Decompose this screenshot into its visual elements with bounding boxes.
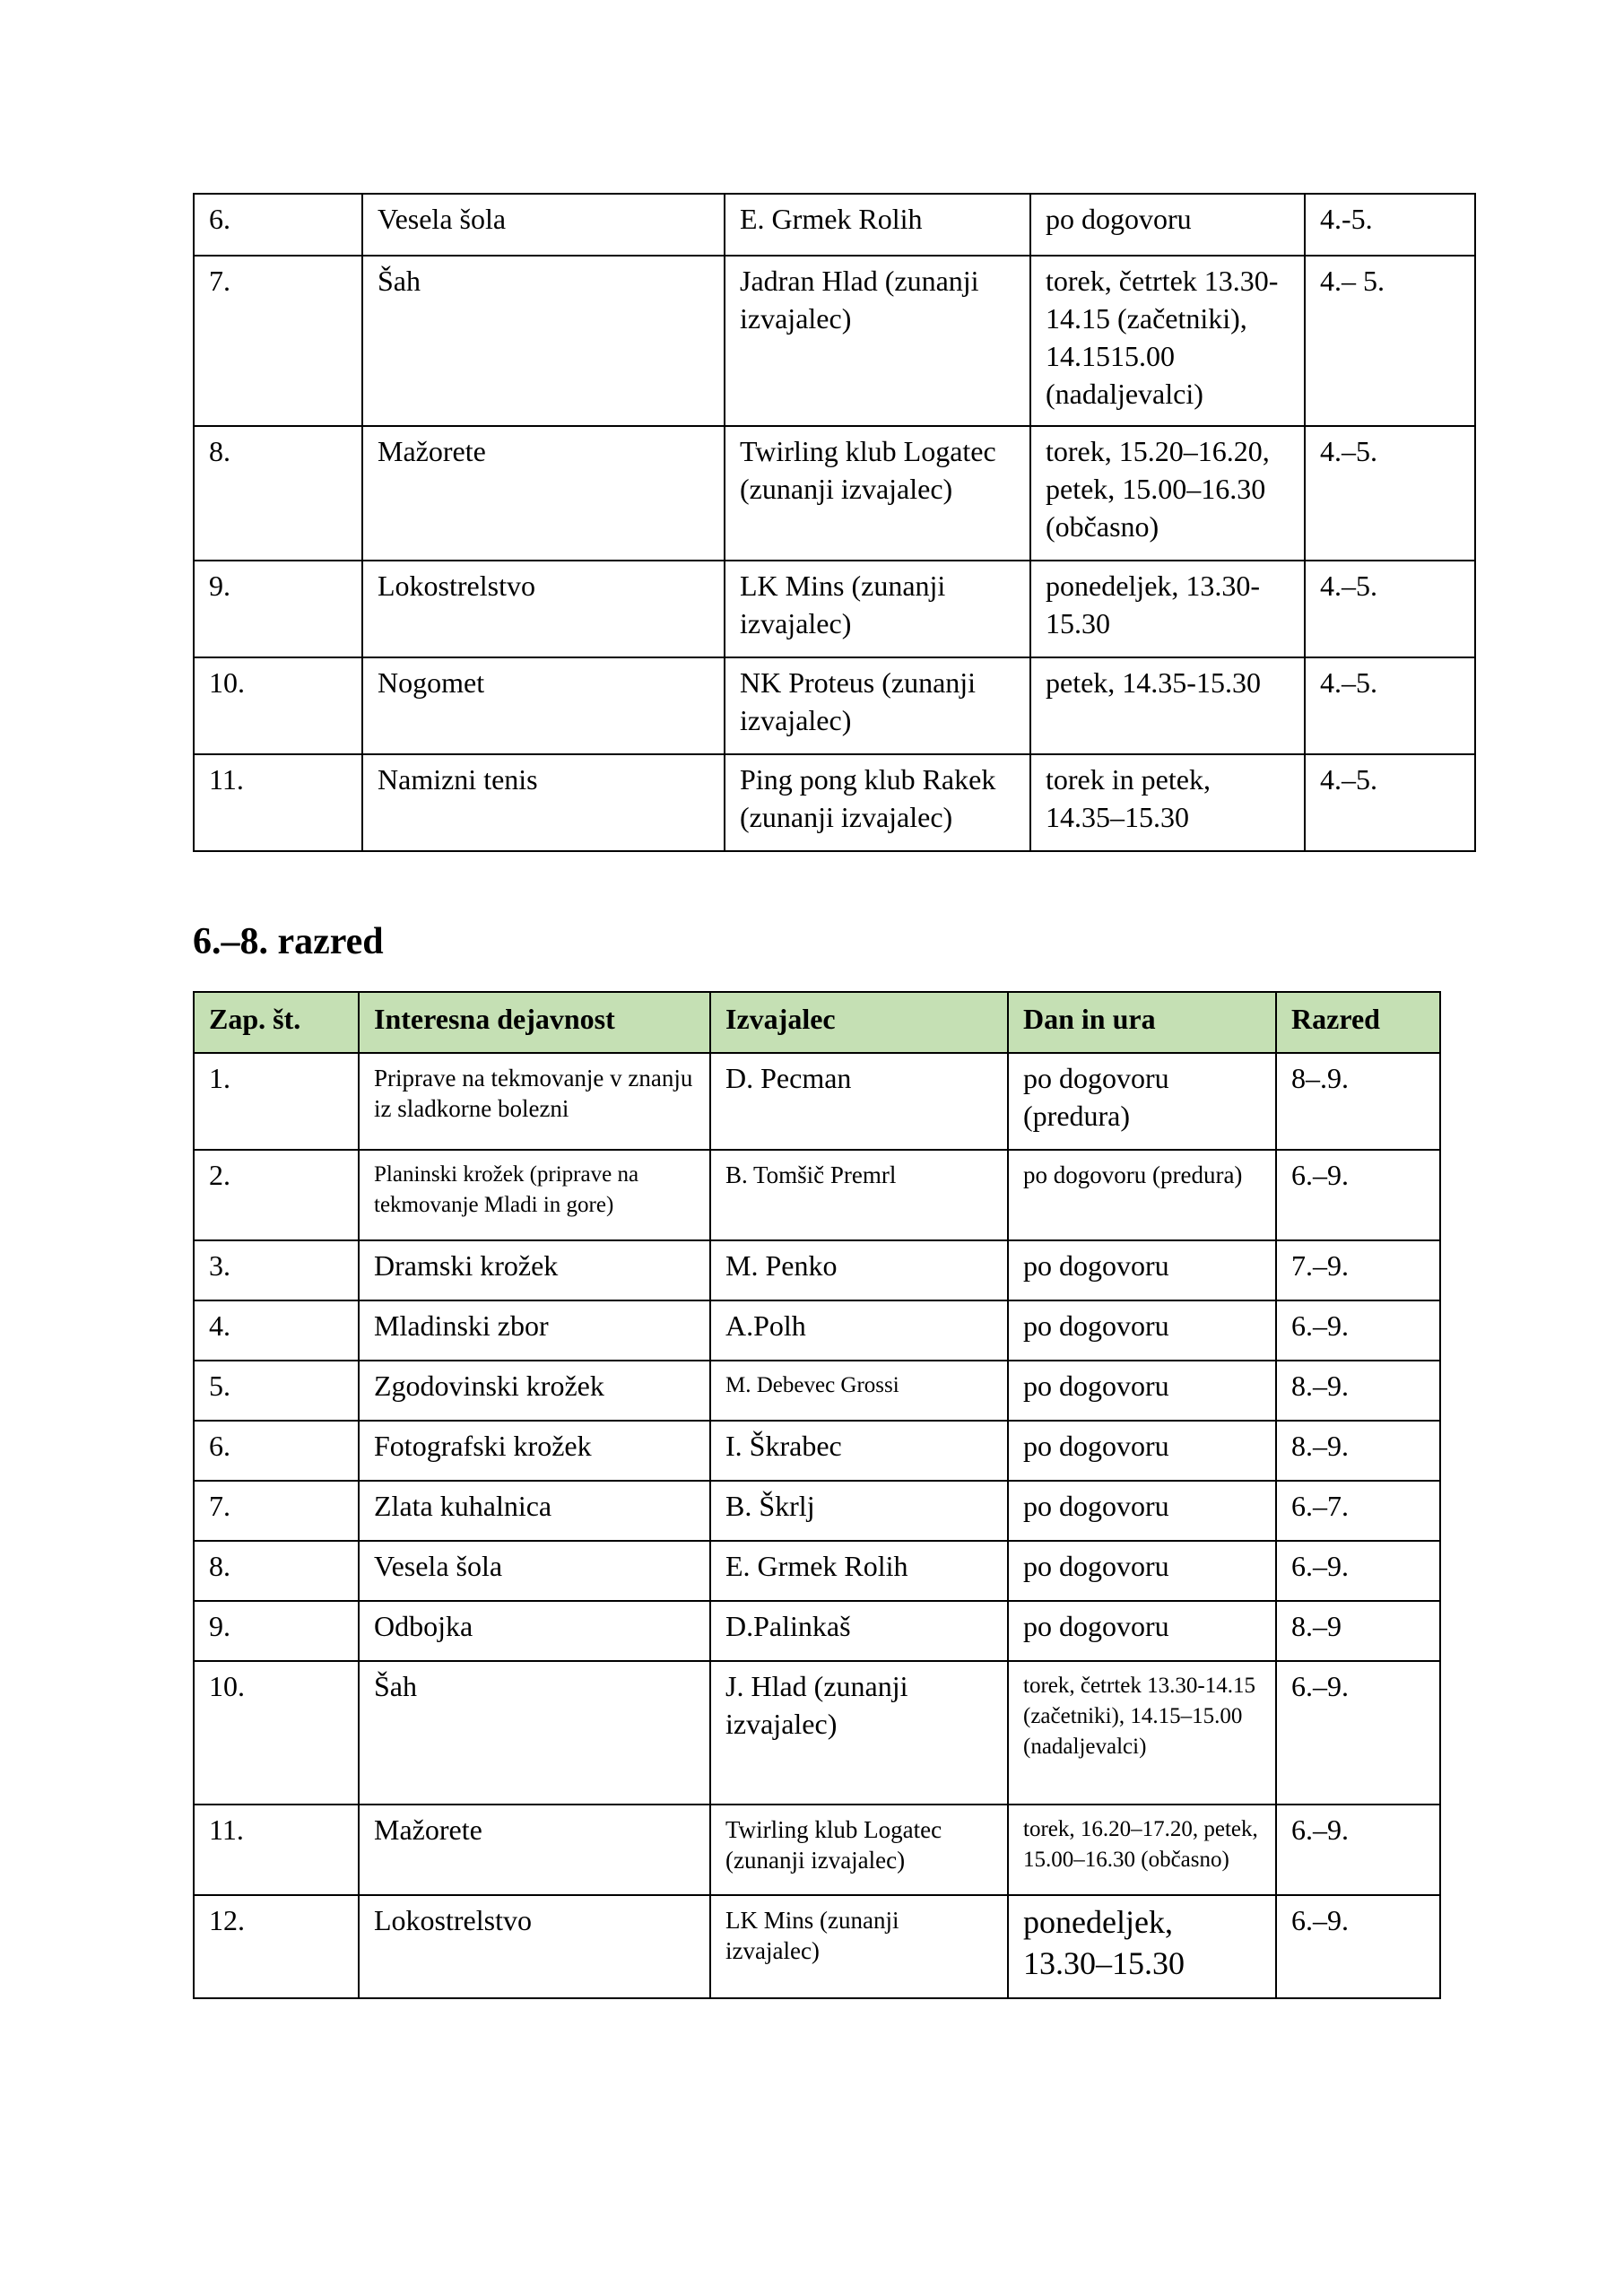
grade: 8.–9. [1276,1361,1440,1421]
grade: 6.–7. [1276,1481,1440,1541]
table-row [194,1805,1440,1895]
activities-table-grades-4-5 [193,193,1476,852]
row-number: 12. [194,1895,359,1998]
table-row [194,426,1475,561]
row-number: 1. [194,1053,359,1150]
table-row [194,1601,1440,1661]
column-header-activity: Interesna dejavnost [359,992,710,1053]
row-number: 4. [194,1300,359,1361]
provider-name: D. Pecman [710,1053,1008,1150]
schedule: torek, 16.20–17.20, petek, 15.00–16.30 (občasno) [1008,1805,1276,1895]
schedule: petek, 14.35-15.30 [1030,657,1305,754]
column-header-grade: Razred [1276,992,1440,1053]
table-row [194,754,1475,851]
row-number: 6. [194,194,362,256]
table-row [194,1053,1440,1150]
activity-name: Lokostrelstvo [359,1895,710,1998]
grade: 4.–5. [1305,426,1475,561]
provider-name: J. Hlad (zunanji izvajalec) [710,1661,1008,1805]
row-number: 7. [194,256,362,426]
schedule: po dogovoru [1008,1601,1276,1661]
activity-name: Odbojka [359,1601,710,1661]
grade: 6.–9. [1276,1661,1440,1805]
row-number: 8. [194,1541,359,1601]
table-header-row [194,992,1440,1053]
grade: 4.–5. [1305,754,1475,851]
provider-name: M. Penko [710,1240,1008,1300]
schedule: po dogovoru [1008,1481,1276,1541]
activity-name: Zgodovinski krožek [359,1361,710,1421]
schedule: po dogovoru (predura) [1008,1053,1276,1150]
table-row [194,1895,1440,1998]
provider-name: Twirling klub Logatec (zunanji izvajalec) [710,1805,1008,1895]
provider-name: E. Grmek Rolih [710,1541,1008,1601]
activity-name: Šah [359,1661,710,1805]
column-header-schedule: Dan in ura [1008,992,1276,1053]
provider-name: D.Palinkaš [710,1601,1008,1661]
activity-name: Nogomet [362,657,725,754]
schedule: torek in petek, 14.35–15.30 [1030,754,1305,851]
section-heading: 6.–8. razred [193,921,384,962]
grade: 4.–5. [1305,657,1475,754]
row-number: 8. [194,426,362,561]
grade: 4.-5. [1305,194,1475,256]
schedule: po dogovoru [1008,1421,1276,1481]
table-row [194,1300,1440,1361]
provider-name: LK Mins (zunanji izvajalec) [725,561,1030,657]
schedule: ponedeljek, 13.30–15.30 [1008,1895,1276,1998]
schedule: torek, četrtek 13.30-14.15 (začetniki), 14.1515.00 (nadaljevalci) [1030,256,1305,426]
schedule: po dogovoru [1008,1541,1276,1601]
row-number: 11. [194,754,362,851]
table-row [194,1240,1440,1300]
schedule: po dogovoru (predura) [1008,1150,1276,1240]
row-number: 3. [194,1240,359,1300]
table-row [194,1361,1440,1421]
provider-name: B. Tomšič Premrl [710,1150,1008,1240]
column-header-number: Zap. št. [194,992,359,1053]
schedule: po dogovoru [1008,1300,1276,1361]
grade: 6.–9. [1276,1805,1440,1895]
schedule: po dogovoru [1030,194,1305,256]
table-row [194,561,1475,657]
column-header-provider: Izvajalec [710,992,1008,1053]
schedule: po dogovoru [1008,1240,1276,1300]
grade: 6.–9. [1276,1541,1440,1601]
activity-name: Zlata kuhalnica [359,1481,710,1541]
provider-name: M. Debevec Grossi [710,1361,1008,1421]
provider-name: NK Proteus (zunanji izvajalec) [725,657,1030,754]
table-row [194,1661,1440,1805]
activity-name: Fotografski krožek [359,1421,710,1481]
grade: 8.–9 [1276,1601,1440,1661]
table-row [194,657,1475,754]
table-row [194,1481,1440,1541]
grade: 6.–9. [1276,1895,1440,1998]
grade: 6.–9. [1276,1300,1440,1361]
provider-name: LK Mins (zunanji izvajalec) [710,1895,1008,1998]
grade: 6.–9. [1276,1150,1440,1240]
activity-name: Mažorete [359,1805,710,1895]
schedule: torek, 15.20–16.20, petek, 15.00–16.30 (občasno) [1030,426,1305,561]
schedule: torek, četrtek 13.30-14.15 (začetniki), 14.15–15.00 (nadaljevalci) [1008,1661,1276,1805]
grade: 7.–9. [1276,1240,1440,1300]
grade: 8–.9. [1276,1053,1440,1150]
row-number: 10. [194,1661,359,1805]
grade: 8.–9. [1276,1421,1440,1481]
activity-name: Dramski krožek [359,1240,710,1300]
grade: 4.– 5. [1305,256,1475,426]
row-number: 5. [194,1361,359,1421]
row-number: 2. [194,1150,359,1240]
row-number: 6. [194,1421,359,1481]
activity-name: Namizni tenis [362,754,725,851]
activity-name: Lokostrelstvo [362,561,725,657]
schedule: ponedeljek, 13.30-15.30 [1030,561,1305,657]
row-number: 9. [194,561,362,657]
provider-name: Jadran Hlad (zunanji izvajalec) [725,256,1030,426]
grade: 4.–5. [1305,561,1475,657]
schedule: po dogovoru [1008,1361,1276,1421]
provider-name: B. Škrlj [710,1481,1008,1541]
activity-name: Mažorete [362,426,725,561]
provider-name: Twirling klub Logatec (zunanji izvajalec) [725,426,1030,561]
table-row [194,1150,1440,1240]
table-row [194,1421,1440,1481]
row-number: 11. [194,1805,359,1895]
row-number: 9. [194,1601,359,1661]
table-row [194,194,1475,256]
row-number: 10. [194,657,362,754]
provider-name: Ping pong klub Rakek (zunanji izvajalec) [725,754,1030,851]
activity-name: Planinski krožek (priprave na tekmovanje Mladi in gore) [359,1150,710,1240]
provider-name: A.Polh [710,1300,1008,1361]
activity-name: Vesela šola [359,1541,710,1601]
table-row [194,1541,1440,1601]
activity-name: Priprave na tekmovanje v znanju iz sladkorne bolezni [359,1053,710,1150]
activities-table-grades-6-8 [193,991,1441,1999]
activity-name: Mladinski zbor [359,1300,710,1361]
provider-name: E. Grmek Rolih [725,194,1030,256]
activity-name: Šah [362,256,725,426]
activity-name: Vesela šola [362,194,725,256]
row-number: 7. [194,1481,359,1541]
provider-name: I. Škrabec [710,1421,1008,1481]
table-row [194,256,1475,426]
